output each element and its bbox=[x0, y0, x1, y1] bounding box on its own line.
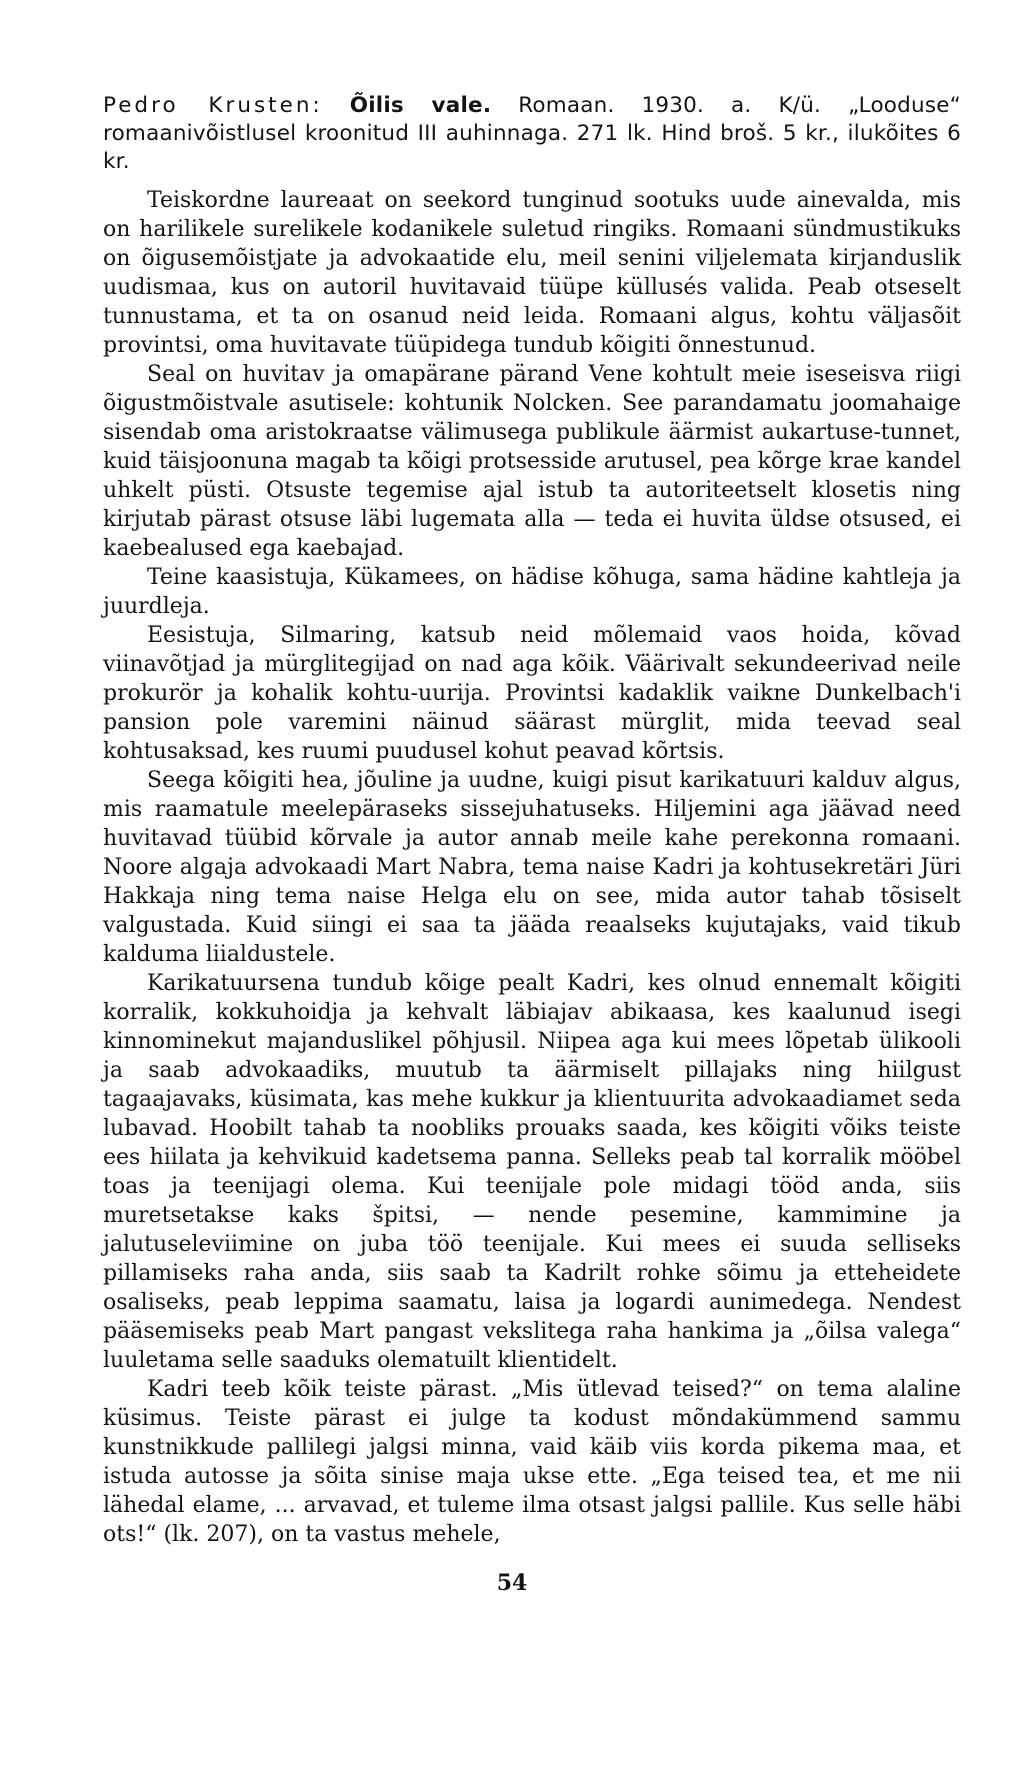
book-title: Õilis vale. bbox=[349, 93, 492, 118]
paragraph-7: Kadri teeb kõik teiste pärast. „Mis ütlevad teised?“ on tema alaline küsimus. Teiste pärast ei julge ta kodust mõndakümmend sammu kunstnikkude pallilegi jalgsi minna, vaid käib viis korda pikema maa, et istuda autosse ja sõita sinise maja ukse ette. „Ega teised tea, et me nii lähedal elame, ... arvavad, et tuleme ilma otsast jalgsi pallile. Kus selle häbi ots!“ (lk. 207), on ta vastus mehele, bbox=[103, 1377, 961, 1547]
paragraph-2: Seal on huvitav ja omapärane pärand Vene kohtult meie iseseisva riigi õigustmõistvale asutisele: kohtunik Nolcken. See parandamatu joomahaige sisendab oma aristokraatse välimusega publikule äärmist aukartuse-tunnet, kuid täisjoonuna magab ta kõigi protsesside arutusel, pea kõrge krae kandel uhkelt püsti. Otsuste tegemise ajal istub ta autoriteetselt klosetis ning kirjutab pärast otsuse läbi lugemata alla — teda ei huvita üldse otsused, ei kaebealused ega kaebajad. bbox=[103, 362, 961, 561]
paragraph-1: Teiskordne laureaat on seekord tunginud sootuks uude ainevalda, mis on harilikele surelikele kodanikele suletud ringiks. Romaani sündmustikuks on õigusemõistjate ja advokaatide elu, meil senini viljelemata kirjanduslik uudismaa, kus on autoril huvitavaid tüüpe küllusés valida. Peab otseselt tunnustama, et ta on osanud neid leida. Romaani algus, kohtu väljasõit provintsi, oma huvitavate tüüpidega tundub kõigiti õnnestunud. bbox=[103, 188, 961, 358]
author-name: Pedro Krusten: bbox=[103, 93, 323, 118]
review-page bbox=[103, 92, 961, 1549]
book-header bbox=[103, 92, 961, 176]
paragraph-6: Karikatuursena tundub kõige pealt Kadri, kes olnud ennemalt kõigiti korralik, kokkuhoidja ja kehvalt läbiajav abikaasa, kes kaalunud isegi kinnominekut majanduslikel põhjusil. Niipea aga kui mees lõpetab ülikooli ja saab advokaadiks, muutub ta äärmiselt pillajaks ning hiilgust tagaajavaks, küsimata, kas mehe kukkur ja klientuurita advokaadiamet seda lubavad. Hoobilt tahab ta noobliks prouaks saada, kes kõigiti võiks teiste ees hiilata ja kehvikuid kadetsema panna. Selleks peab tal korralik mööbel toas ja teenijagi olema. Kui teenijale pole midagi tööd anda, siis muretsetakse kaks špitsi, — nende pesemine, kammimine ja jalutuseleviimine on juba töö teenijale. Kui mees ei suuda selliseks pillamiseks raha anda, siis saab ta Kadrilt rohke sõimu ja etteheidete osaliseks, peab leppima saamatu, laisa ja logardi aunimedega. Nendest pääsemiseks peab Mart pangast vekslitega raha hankima ja „õilsa valega“ luuletama selle saaduks olematuilt klientidelt. bbox=[103, 971, 961, 1373]
paragraph-3: Teine kaasistuja, Kükamees, on hädise kõhuga, sama hädine kahtleja ja juurdleja. bbox=[103, 565, 961, 619]
page-number: 54 bbox=[496, 1570, 528, 1596]
paragraph-4: Eesistuja, Silmaring, katsub neid mõlemaid vaos hoida, kõvad viinavõtjad ja mürglitegijad on nad aga kõik. Väärivalt sekundeerivad neile prokurör ja kohalik kohtu-uurija. Provintsi kadaklik vaikne Dunkelbach'i pansion pole varemini näinud säärast mürglit, mida teevad seal kohtusaksad, kes ruumi puudusel kohut peavad kõrtsis. bbox=[103, 623, 961, 764]
book-details: Romaan. 1930. a. K/ü. „Looduse“ romaanivõistlusel kroonitud III auhinnaga. 271 lk. Hind broš. 5 kr., ilukõites 6 kr. bbox=[103, 93, 961, 174]
paragraph-5: Seega kõigiti hea, jõuline ja uudne, kuigi pisut karikatuuri kalduv algus, mis raamatule meelepäraseks sissejuhatuseks. Hiljemini aga jäävad need huvitavad tüübid kõrvale ja autor annab meile kahe perekonna romaani. Noore algaja advokaadi Mart Nabra, tema naise Kadri ja kohtusekretäri Jüri Hakkaja ning tema naise Helga elu on see, mida autor tahab tõsiselt valgustada. Kuid siingi ei saa ta jääda reaalseks kujutajaks, vaid tikub kalduma liialdustele. bbox=[103, 768, 961, 967]
